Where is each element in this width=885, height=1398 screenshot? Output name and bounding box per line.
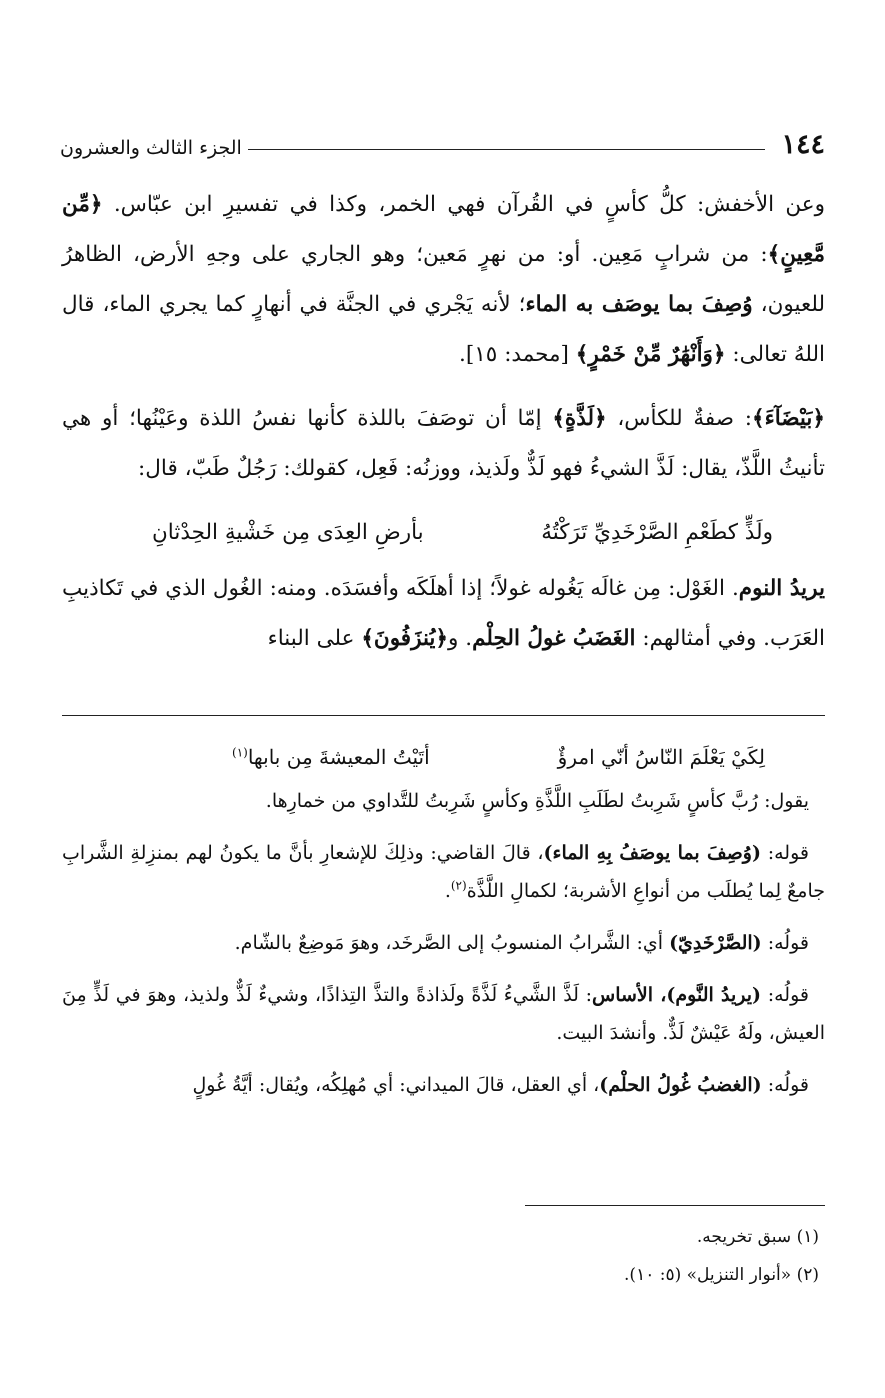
commentary-verse: [62, 732, 825, 782]
quran-quote: ﴿مِّن مَّعِينٍ﴾: [62, 192, 825, 267]
text-run: : صفةٌ للكأس،: [606, 406, 753, 431]
text-run: : لَذَّ الشَّيءُ لَذَّةً ولَذاذةً والتذَّ التِذاذًا، وشيءٌ لَذٌّ ولذيذ، وهوَ في لَذٍّ مِنَ العيش، ولَهُ عَيْشٌ لَذٌّ. وأنشدَ البيت.: [62, 984, 825, 1044]
text-run: قوله:: [760, 842, 809, 864]
text-run: . الغَوْل: مِن غالَه يَغُوله غولاً؛ إذا أهلَكَه وأفسَدَه. ومنه: الغُول الذي في تَكاذيبِ العَرَب. وفي أمثالهم:: [62, 576, 825, 651]
text-run: وعن الأخفش: كلُّ كأسٍ في القُرآن فهي الخمر، وكذا في تفسيرِ ابن عبّاس.: [102, 192, 825, 217]
bold-phrase: (يريدُ النَّوم)، الأساس: [592, 984, 762, 1006]
footnote-2: (٢) «أنوار التنزيل» (٥: ١٠).: [624, 1265, 819, 1285]
verse-first-hemistich: لِكَيْ يَعْلَمَ النّاسُ أنّي امرؤٌ: [557, 745, 765, 769]
main-text: [62, 180, 825, 664]
quran-quote: ﴿لَذَّةٍ﴾: [552, 406, 607, 431]
paragraph-3: [62, 564, 825, 664]
volume-title: الجزء الثالث والعشرون: [60, 137, 242, 159]
commentary-line-4: [62, 976, 825, 1052]
quran-quote: ﴿وَأَنْهَٰرٌ مِّنْ خَمْرٍ﴾: [575, 342, 726, 367]
bold-phrase: وُصِفَ بما يوصَف به الماء: [525, 292, 753, 317]
quran-quote: ﴿بَيْضَآءَ﴾: [752, 406, 825, 431]
verse-second-hemistich: بأرضِ العِدَى مِن خَشْيةِ الحِدْثانِ: [152, 520, 424, 545]
text-run: ، قالَ القاضي: وذلِكَ للإشعارِ بأنَّ ما يكونُ لهم بمنزِلةِ الشَّرابِ جامعٌ لِما يُطلَب من أنواعِ الأشربة؛ لكمالِ اللَّذَّة: [62, 842, 825, 902]
text-run: . و: [448, 626, 473, 651]
bold-phrase: الغَضَبُ غولُ الحِلْم: [472, 626, 636, 651]
header-rule: [248, 149, 766, 150]
verse-second-hemistich: [232, 732, 430, 782]
footnote-1: (١) سبق تخريجه.: [696, 1227, 819, 1247]
commentary-line-1: يقول: رُبَّ كأسٍ شَرِبتُ لطَلَبِ اللَّذَّةِ وكأسٍ شَرِبتُ للتَّداوي من خمارِها.: [265, 790, 809, 812]
verse-first-hemistich: ولَذٍّ كطَعْمِ الصَّرْخَدِيِّ تَرَكْتُهُ: [541, 520, 773, 545]
text-run: على البناء: [267, 626, 362, 651]
footnotes: [60, 1218, 819, 1294]
commentary-line-3: [62, 924, 825, 962]
page-number: ١٤٤: [781, 129, 825, 160]
bold-phrase: (الغضبُ غُولُ الحلْم): [599, 1074, 762, 1096]
quran-quote: ﴿يُنزَفُونَ﴾: [361, 626, 449, 651]
text-run: قولُه:: [761, 1074, 809, 1096]
text-run: إمّا أن توصَفَ باللذة كأنها نفسُ اللذة وعَيْنُها؛ أو هي تأنيثُ اللَّذّ، يقال: لَذَّ الشيءُ فهو لَذٌّ ولَذيذ، ووزنُه: فَعِل، كقولك: رَجُلٌ طَبّ، قال:: [62, 406, 825, 481]
text-run: قولُه:: [761, 984, 809, 1006]
commentary-line-5: [62, 1066, 825, 1104]
commentary: [62, 732, 825, 1104]
footnote-marker: (٢): [450, 878, 467, 893]
paragraph-2: [62, 394, 825, 494]
text-run: أي: الشَّرابُ المنسوبُ إلى الصَّرخَد، وهوَ مَوضِعٌ بالشّام.: [234, 932, 670, 954]
bold-phrase: (وُصِفَ بما يوصَفُ بِهِ الماء): [543, 842, 761, 864]
paragraph-1: [62, 180, 825, 380]
text-run: ، أي العقل، قالَ الميداني: أي مُهلِكُه، ويُقال: أيَّةُ غُولٍ: [192, 1074, 600, 1096]
text-run: ؛ لأنه يَجْري في الجنَّة في أنهارٍ كما يجري الماء، قال اللهُ تعالى:: [62, 292, 825, 367]
text-run: .: [444, 880, 451, 902]
running-header: [60, 118, 825, 158]
footnote-marker: (١): [232, 745, 248, 760]
bold-phrase: (الصَّرْخَدِيّ): [669, 932, 762, 954]
text-run: قولُه:: [761, 932, 809, 954]
commentary-line-2: [62, 834, 825, 910]
citation: [محمد: ١٥].: [459, 342, 576, 367]
bold-phrase: يريدُ النوم: [738, 576, 825, 601]
commentary-divider: [62, 715, 825, 716]
text-run: أتَيْتُ المعيشةَ مِن بابها: [247, 745, 430, 769]
poetry-verse: [62, 508, 825, 558]
footnote-rule: [525, 1205, 825, 1206]
text-run: : من شرابٍ مَعِين. أو: من نهرٍ مَعين؛ وهو الجاري على وجهِ الأرض، الظاهرُ للعيون،: [62, 242, 826, 317]
